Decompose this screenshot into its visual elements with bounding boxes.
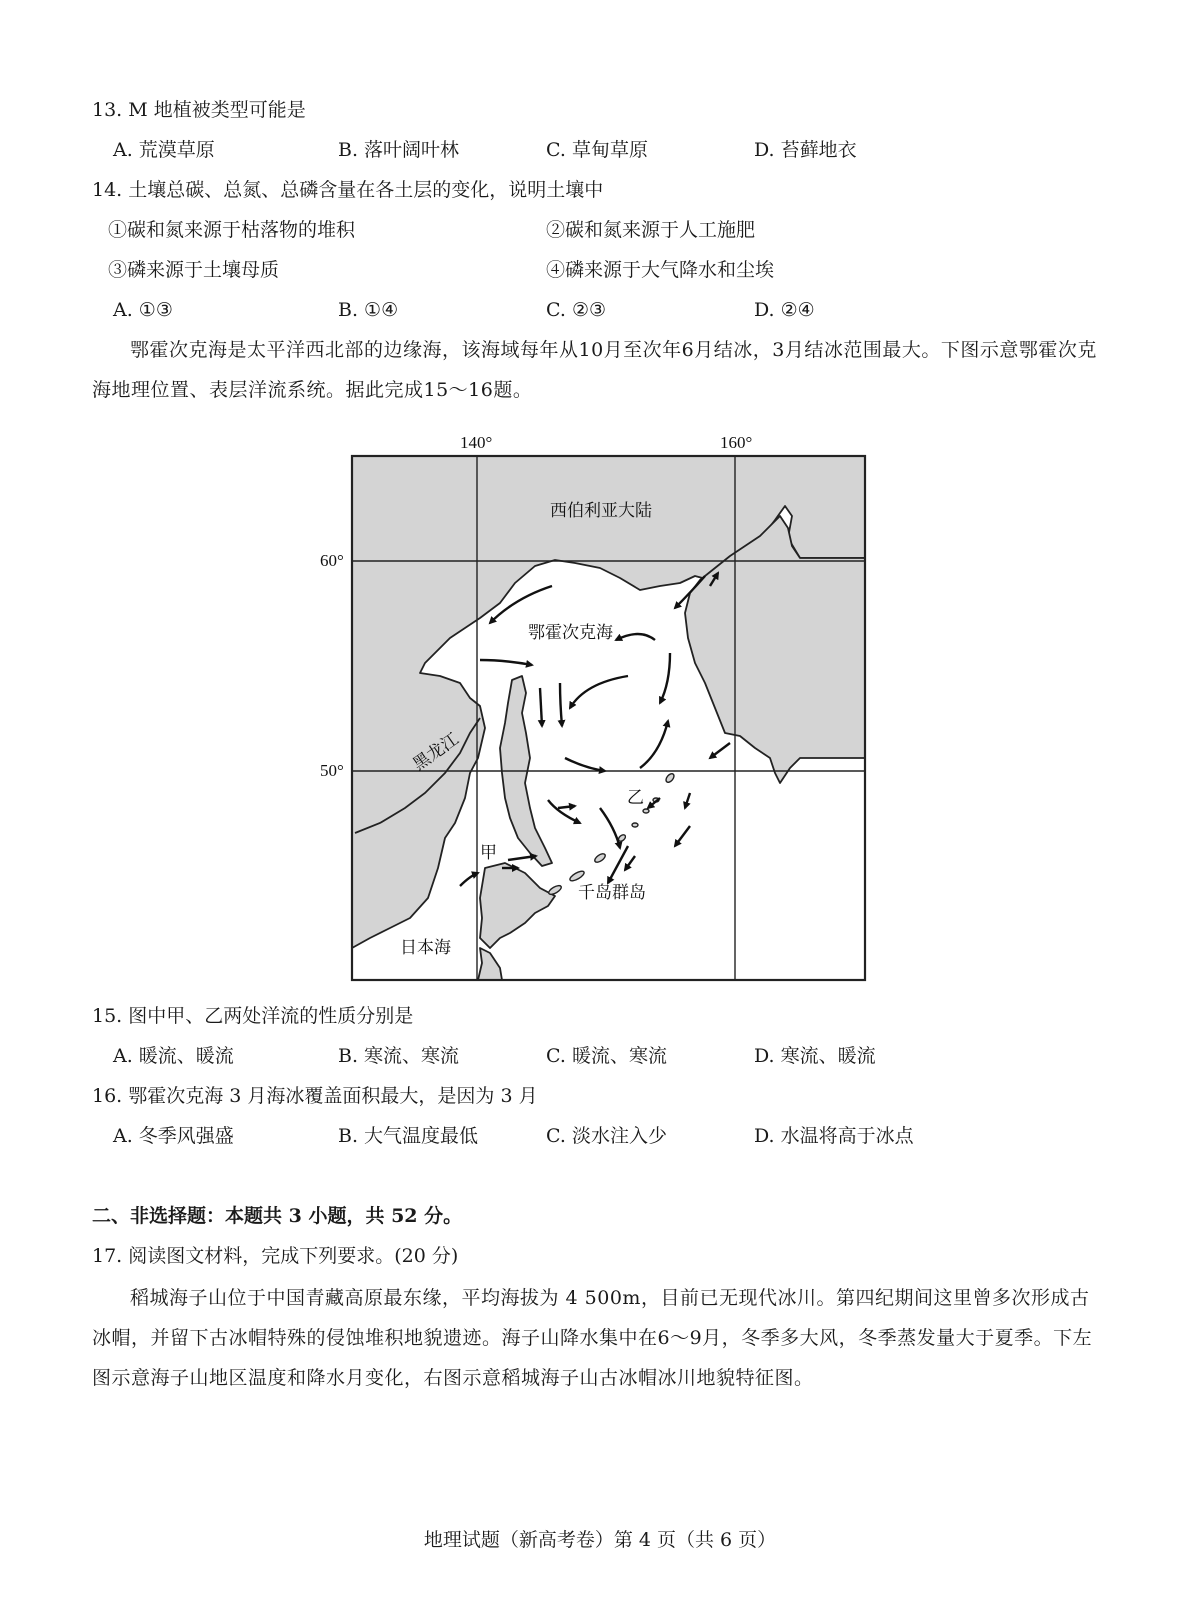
q17-stem: 17. 阅读图文材料，完成下列要求。(20 分) xyxy=(92,1245,459,1267)
q14-item-4: ④磷来源于大气降水和尘埃 xyxy=(546,259,775,281)
lat-label-50: 50° xyxy=(320,761,344,780)
intro-15-16-text: 鄂霍次克海是太平洋西北部的边缘海，该海域每年从10月至次年6月结冰，3月结冰范围最大。下图示意鄂霍次克海地理位置、表层洋流系统。据此完成15～16题。 xyxy=(92,339,1097,401)
q14-stem: 14. 土壤总碳、总氮、总磷含量在各土层的变化，说明土壤中 xyxy=(92,179,604,201)
q14-option-c: C. ②③ xyxy=(546,299,607,321)
label-yi: 乙 xyxy=(627,788,644,807)
q14-option-a: A. ①③ xyxy=(113,299,173,321)
q14-item-3: ③磷来源于土壤母质 xyxy=(108,259,280,281)
q14-option-b: B. ①④ xyxy=(338,299,399,321)
q16-option-d: D. 水温将高于冰点 xyxy=(754,1125,914,1147)
page-footer: 地理试题（新高考卷）第 4 页（共 6 页） xyxy=(423,1529,777,1551)
lon-label-140: 140° xyxy=(460,433,493,452)
lon-label-160: 160° xyxy=(720,433,753,452)
q15-option-a: A. 暖流、暖流 xyxy=(113,1045,234,1067)
q17-material xyxy=(92,1278,1108,1398)
label-amur: 黑龙江 xyxy=(409,729,463,775)
label-okhotsk-sea: 鄂霍次克海 xyxy=(528,623,613,642)
q14-item-1: ①碳和氮来源于枯落物的堆积 xyxy=(108,219,356,241)
label-jia: 甲 xyxy=(480,843,497,862)
q16-stem: 16. 鄂霍次克海 3 月海冰覆盖面积最大，是因为 3 月 xyxy=(92,1085,538,1107)
q15-option-d: D. 寒流、暖流 xyxy=(754,1045,876,1067)
q13-option-b: B. 落叶阔叶林 xyxy=(338,139,460,161)
q13-option-a: A. 荒漠草原 xyxy=(113,139,215,161)
intro-15-16 xyxy=(92,330,1108,410)
label-kuril: 千岛群岛 xyxy=(578,883,646,902)
q16-option-b: B. 大气温度最低 xyxy=(338,1125,479,1147)
label-siberia: 西伯利亚大陆 xyxy=(550,501,652,520)
q13-option-c: C. 草甸草原 xyxy=(546,139,648,161)
q16-option-a: A. 冬季风强盛 xyxy=(113,1125,234,1147)
q15-option-c: C. 暖流、寒流 xyxy=(546,1045,667,1067)
lat-label-60: 60° xyxy=(320,551,344,570)
okhotsk-sea-map xyxy=(320,428,890,988)
q17-material-text: 稻城海子山位于中国青藏高原最东缘，平均海拔为 4 500m，目前已无现代冰川。第四纪期间这里曾多次形成古冰帽，并留下古冰帽特殊的侵蚀堆积地貌遗迹。海子山降水集中在6～9月，冬季多大风，冬季蒸发量大于夏季。下左图示意海子山地区温度和降水月变化，右图示意稻城海子山古冰帽冰川地貌特征图。 xyxy=(92,1287,1093,1389)
q13-option-d: D. 苔藓地衣 xyxy=(754,139,857,161)
label-japan-sea: 日本海 xyxy=(400,938,451,957)
q14-option-d: D. ②④ xyxy=(754,299,815,321)
q13-stem: 13. M 地植被类型可能是 xyxy=(92,99,306,121)
q16-option-c: C. 淡水注入少 xyxy=(546,1125,667,1147)
q15-option-b: B. 寒流、寒流 xyxy=(338,1045,460,1067)
q14-item-2: ②碳和氮来源于人工施肥 xyxy=(546,219,756,241)
q15-stem: 15. 图中甲、乙两处洋流的性质分别是 xyxy=(92,1005,414,1027)
section-2-heading: 二、非选择题：本题共 3 小题，共 52 分。 xyxy=(92,1205,463,1227)
